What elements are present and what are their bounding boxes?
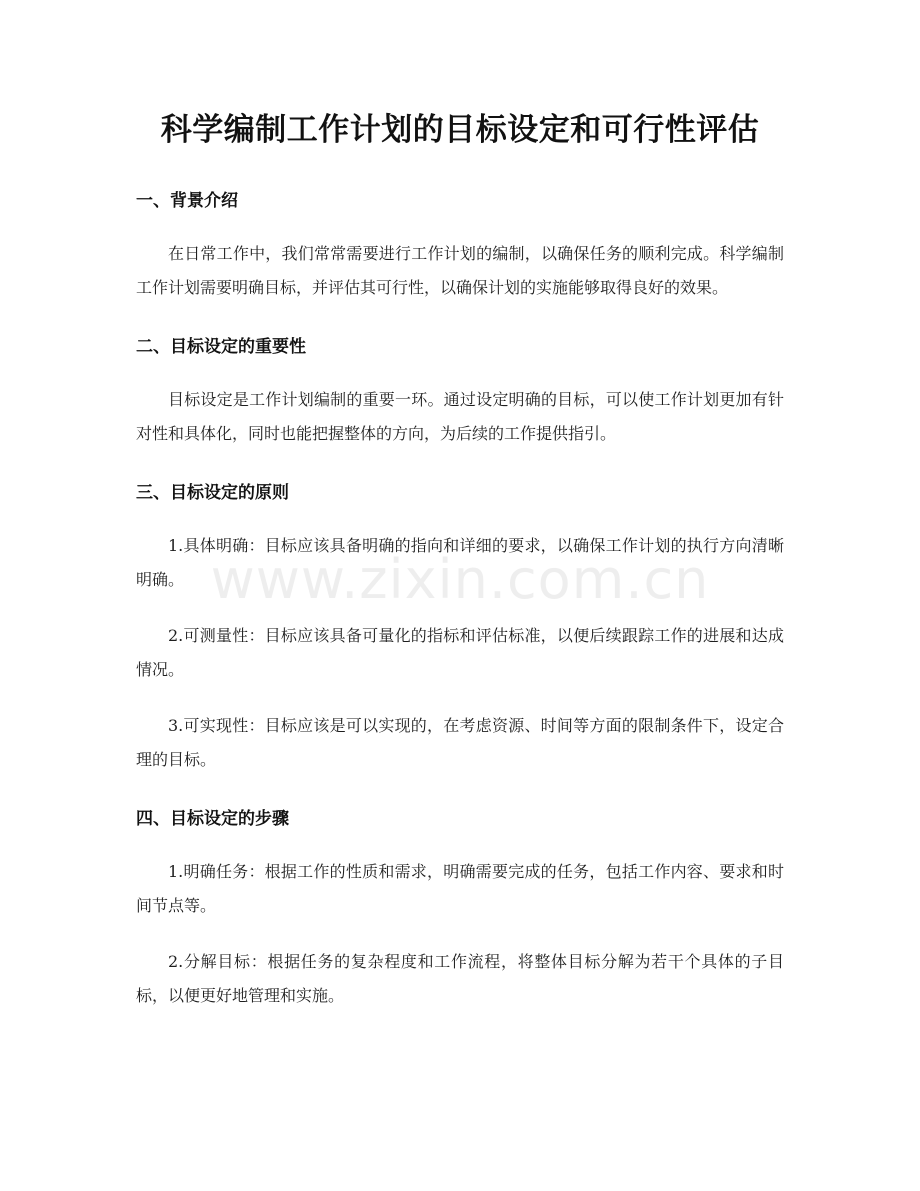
document-title: 科学编制工作计划的目标设定和可行性评估 bbox=[160, 112, 760, 148]
paragraph-principle-specific: 1.具体明确：目标应该具备明确的指向和详细的要求，以确保工作计划的执行方向清晰明确。 bbox=[136, 536, 784, 589]
section-heading-principles: 三、目标设定的原则 bbox=[136, 483, 289, 503]
document-body bbox=[136, 183, 784, 1035]
paragraph-importance: 目标设定是工作计划编制的重要一环。通过设定明确的目标，可以使工作计划更加有针对性和具体化，同时也能把握整体的方向，为后续的工作提供指引。 bbox=[136, 390, 784, 443]
paragraph-background: 在日常工作中，我们常常需要进行工作计划的编制，以确保任务的顺利完成。科学编制工作计划需要明确目标，并评估其可行性，以确保计划的实施能够取得良好的效果。 bbox=[136, 244, 784, 297]
paragraph-principle-measurable: 2.可测量性：目标应该具备可量化的指标和评估标准，以便后续跟踪工作的进展和达成情况。 bbox=[136, 626, 784, 679]
section-heading-background: 一、背景介绍 bbox=[136, 191, 238, 211]
paragraph-step-clarify-task: 1.明确任务：根据工作的性质和需求，明确需要完成的任务，包括工作内容、要求和时间节点等。 bbox=[136, 862, 784, 915]
section-heading-importance: 二、目标设定的重要性 bbox=[136, 337, 306, 357]
paragraph-principle-achievable: 3.可实现性：目标应该是可以实现的，在考虑资源、时间等方面的限制条件下，设定合理的目标。 bbox=[136, 716, 784, 769]
section-heading-steps: 四、目标设定的步骤 bbox=[136, 809, 289, 829]
watermark: www.zixin.com.cn bbox=[210, 548, 710, 611]
paragraph-step-decompose-goal: 2.分解目标：根据任务的复杂程度和工作流程，将整体目标分解为若干个具体的子目标，以便更好地管理和实施。 bbox=[136, 952, 784, 1005]
